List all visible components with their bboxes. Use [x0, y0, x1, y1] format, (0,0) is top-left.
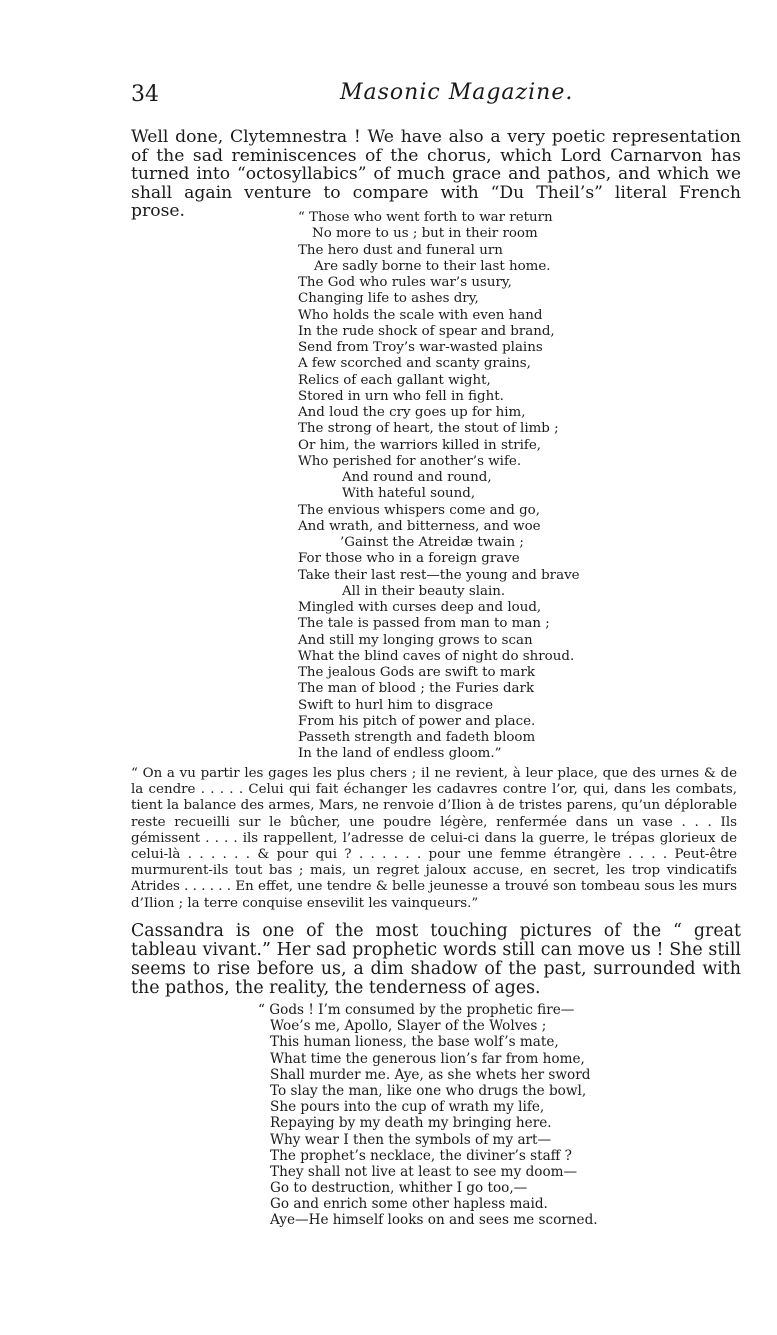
verse-line: Aye—He himself looks on and sees me scorned.: [270, 1212, 598, 1229]
chorus-verse: [298, 210, 580, 763]
verse-line: “ Those who went forth to war return: [298, 210, 553, 225]
verse-line: What the blind caves of night do shroud.: [298, 648, 575, 664]
verse-line: Why wear I then the symbols of my art—: [270, 1131, 552, 1148]
verse-line: And still my longing grows to scan: [298, 632, 533, 648]
cassandra-paragraph: Cassandra is one of the most touching pictures of the “ great tableau vivant.” Her sad prophetic words still can move us ! She still seems to rise before us, a dim shadow of the past, surrounded with the pathos, the reality, the tenderness of ages.: [131, 921, 741, 998]
verse-line: Send from Troy’s war-wasted plains: [298, 340, 543, 355]
verse-line: They shall not live at least to see my doom—: [270, 1163, 578, 1180]
verse-line: She pours into the cup of wrath my life,: [270, 1099, 545, 1116]
verse-line: The strong of heart, the stout of limb ;: [298, 421, 559, 437]
verse-line: Are sadly borne to their last home.: [314, 258, 551, 274]
verse-line: A few scorched and scanty grains,: [298, 356, 531, 372]
verse-line: Passeth strength and fadeth bloom: [298, 730, 536, 745]
cassandra-verse: [258, 1002, 598, 1229]
verse-line: In the rude shock of spear and brand,: [298, 323, 555, 339]
verse-line: Stored in urn who fell in fight.: [298, 388, 504, 404]
verse-line: Repaying by my death my bringing here.: [270, 1115, 552, 1132]
verse-line: Go and enrich some other hapless maid.: [270, 1196, 548, 1213]
verse-line: Who perished for another’s wife.: [298, 453, 522, 469]
verse-line: To slay the man, like one who drugs the bowl,: [270, 1082, 587, 1099]
verse-line: For those who in a foreign grave: [298, 551, 520, 567]
verse-line: From his pitch of power and place.: [298, 713, 536, 729]
verse-line: Changing life to ashes dry,: [298, 291, 479, 307]
verse-line: And loud the cry goes up for him,: [298, 405, 526, 420]
verse-line: The God who rules war’s usury,: [298, 275, 512, 290]
verse-line: In the land of endless gloom.”: [298, 746, 502, 762]
verse-line: Or him, the warriors killed in strife,: [298, 437, 542, 453]
verse-line: Go to destruction, whither I go too,—: [270, 1180, 528, 1197]
verse-line: Relics of each gallant wight,: [298, 372, 491, 388]
verse-line: ’Gainst the Atreidæ twain ;: [340, 535, 524, 550]
verse-line: The envious whispers come and go,: [298, 502, 540, 518]
page-number: 34: [131, 82, 159, 107]
verse-line: Take their last rest—the young and brave: [298, 567, 580, 583]
verse-line: Woe’s me, Apollo, Slayer of the Wolves ;: [270, 1018, 547, 1035]
intro-paragraph: Well done, Clytemnestra ! We have also a very poetic representation of the sad reminiscences of the chorus, which Lord Carnarvon has turned into “octosyllabics” of much grace and pathos, and which we shall again venture to compare with “Du Theil’s” literal French prose.: [131, 127, 741, 222]
verse-line: All in their beauty slain.: [342, 583, 506, 599]
verse-line: Shall murder me. Aye, as she whets her sword: [270, 1066, 591, 1083]
verse-line: The man of blood ; the Furies dark: [298, 681, 535, 697]
verse-line: The jealous Gods are swift to mark: [298, 665, 536, 680]
verse-line: The tale is passed from man to man ;: [298, 616, 550, 632]
verse-line: The hero dust and funeral urn: [298, 242, 503, 258]
verse-line: “ Gods ! I’m consumed by the prophetic fire—: [258, 1002, 575, 1018]
verse-line: This human lioness, the base wolf’s mate,: [270, 1034, 559, 1051]
verse-line: And wrath, and bitterness, and woe: [298, 518, 541, 534]
french-prose-quote: “ On a vu partir les gages les plus chers ; il ne revient, à leur place, que des urnes & de la cendre . . . . . Celui qui fait échanger les cadavres contre l’or, qui, dans les combats, tient la balance des armes, Mars, ne renvoie d’Ilion à de tristes parens, qu’un déplorable reste recueilli sur le bûcher, une poudre légère, renfermée dans un vase . . . Ils gémissent . . . . ils rappellent, l’adresse de celui-ci dans la guerre, le trépas glorieux de celui-là . . . . . . & pour qui ? . . . . . . pour une femme étrangère . . . . Peut-être murmurent-ils tout bas ; mais, un regret jaloux accuse, en secret, les trop vindicatifs Atrides . . . . . . En effet, une tendre & belle jeunesse a trouvé son tombeau sous les murs d’Ilion ; la terre conquise ensevilit les vainqueurs.”: [131, 766, 737, 911]
verse-line: Swift to hurl him to disgrace: [298, 697, 494, 713]
verse-line: Mingled with curses deep and loud,: [298, 600, 542, 615]
verse-line: Who holds the scale with even hand: [298, 307, 543, 323]
verse-line: The prophet’s necklace, the diviner’s staff ?: [270, 1147, 572, 1164]
running-title: Masonic Magazine.: [340, 80, 574, 105]
verse-line: With hateful sound,: [342, 486, 476, 502]
verse-line: And round and round,: [342, 470, 492, 485]
verse-line: What time the generous lion’s far from home,: [270, 1050, 585, 1067]
verse-line: No more to us ; but in their room: [312, 226, 538, 242]
